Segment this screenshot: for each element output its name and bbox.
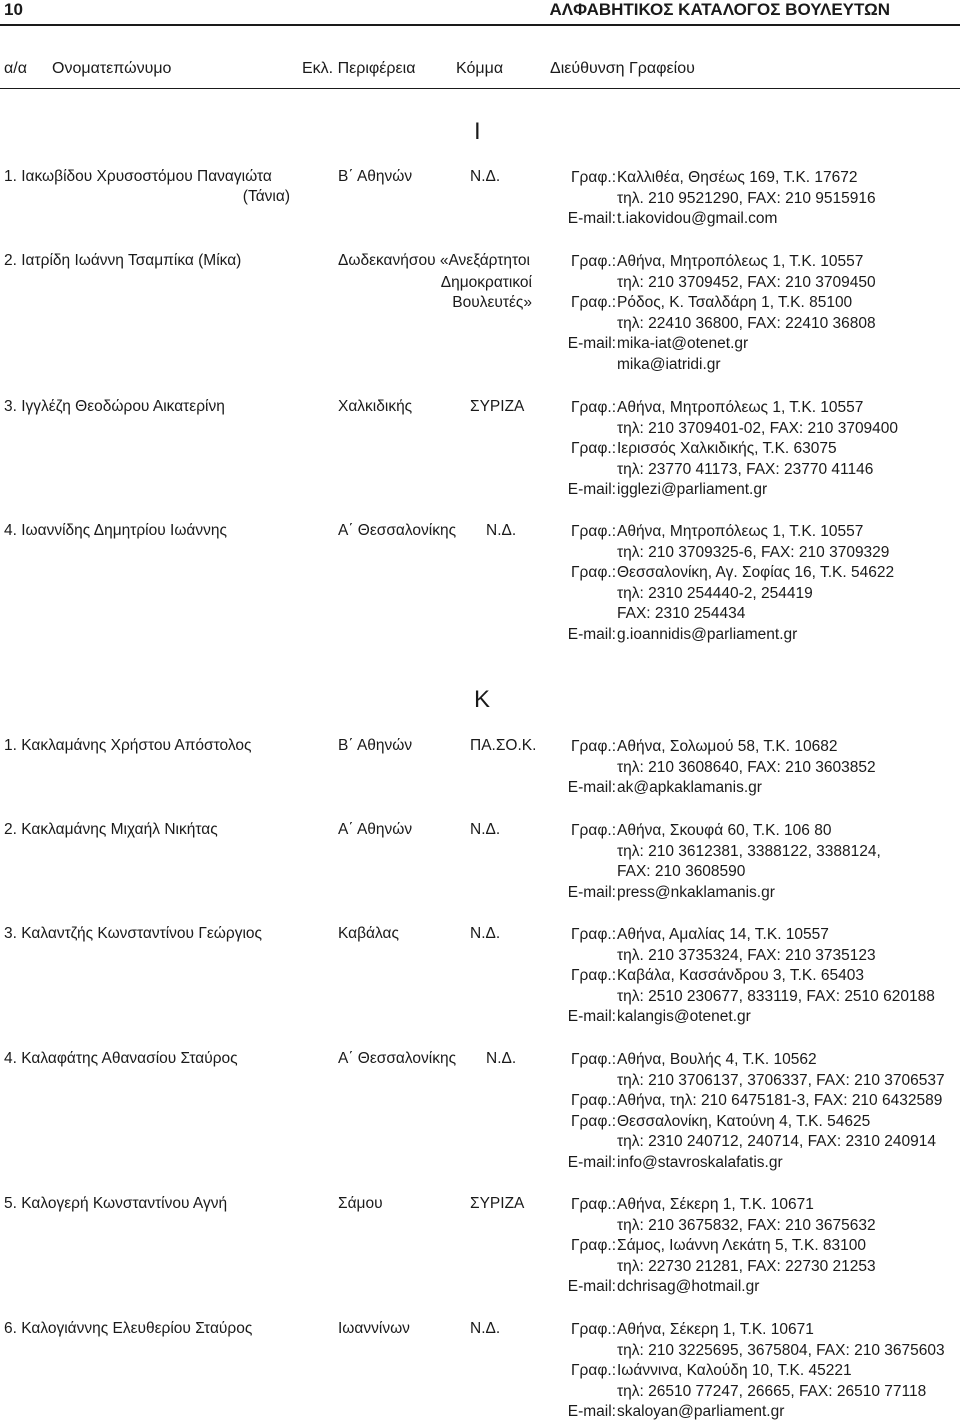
contact-line [0, 168, 960, 188]
column-header-region: Εκλ. Περιφέρεια [302, 60, 416, 77]
contact-line [0, 273, 960, 293]
contact-label: Γραφ.: [571, 1112, 616, 1130]
contact-line [0, 543, 960, 563]
contact-line [0, 439, 960, 459]
member-name: 1. Κακλαμάνης Χρήστου Απόστολος [4, 737, 252, 754]
contact-value: FAX: 210 3608590 [617, 863, 746, 881]
member-name: 3. Καλαντζής Κωνσταντίνου Γεώργιος [4, 925, 262, 942]
contact-line [0, 1091, 960, 1111]
party: Ν.Δ. [470, 821, 501, 838]
contact-label: Γραφ.: [571, 1237, 616, 1255]
contact-label: Γραφ.: [571, 564, 616, 582]
contact-label: Γραφ.: [571, 440, 616, 458]
member-name: 4. Καλαφάτης Αθανασίου Σταύρος [4, 1050, 238, 1067]
contact-value: Αθήνα, Βουλής 4, Τ.Κ. 10562 [617, 1051, 817, 1068]
contact-value: Καβάλα, Κασσάνδρου 3, Τ.Κ. 65403 [617, 967, 864, 985]
contact-line [0, 883, 960, 903]
contact-label: Γραφ.: [571, 294, 616, 312]
contact-line [0, 987, 960, 1007]
contact-value: τηλ: 210 3612381, 3388122, 3388124, [617, 842, 881, 860]
contact-line [0, 584, 960, 604]
contact-label: E-mail: [567, 626, 616, 643]
contact-label: E-mail: [567, 210, 616, 228]
contact-line [0, 480, 960, 500]
contact-label: Γραφ.: [571, 822, 616, 839]
electoral-region: Δωδεκανήσου «Ανεξάρτητοι [338, 252, 530, 269]
contact-value: igglezi@parliament.gr [617, 481, 768, 499]
contact-label: E-mail: [567, 1154, 616, 1171]
contact-value: skaloyan@parliament.gr [617, 1403, 785, 1421]
contact-line [0, 334, 960, 354]
contact-value: info@stavroskalafatis.gr [617, 1154, 783, 1171]
contact-label: Γραφ.: [571, 523, 616, 540]
contact-line [0, 252, 960, 272]
contact-line [0, 1402, 960, 1422]
electoral-region: Α΄ Αθηνών [338, 821, 413, 838]
document-title: ΑΛΦΑΒΗΤΙΚΟΣ ΚΑΤΑΛΟΓΟΣ ΒΟΥΛΕΥΤΩΝ [549, 0, 890, 19]
contact-value: τηλ: 210 3709325-6, FAX: 210 3709329 [617, 543, 890, 561]
contact-line [0, 209, 960, 229]
column-header-name: Ονοματεπώνυμο [52, 60, 172, 77]
contact-value: FAX: 2310 254434 [617, 605, 746, 623]
contact-label: E-mail: [567, 883, 616, 901]
column-header-aa: α/α [4, 60, 27, 77]
party: Ν.Δ. [486, 1050, 517, 1067]
contact-value: Αθήνα, Μητροπόλεως 1, Τ.Κ. 10557 [617, 399, 864, 416]
contact-value: τηλ: 210 3225695, 3675804, FAX: 210 3675603 [617, 1341, 945, 1359]
contact-value: τηλ: 22730 21281, FAX: 22730 21253 [617, 1257, 876, 1275]
contact-label: Γραφ.: [571, 1362, 616, 1380]
member-name: 6. Καλογιάννης Ελευθερίου Σταύρος [4, 1320, 253, 1337]
contact-label: Γραφ.: [571, 253, 616, 270]
contact-line [0, 1132, 960, 1152]
contact-value: Θεσσαλονίκη, Αγ. Σοφίας 16, Τ.Κ. 54622 [617, 564, 895, 582]
contact-value: Αθήνα, Σκουφά 60, Τ.Κ. 106 80 [617, 822, 832, 839]
contact-value: Αθήνα, Μητροπόλεως 1, Τ.Κ. 10557 [617, 253, 864, 270]
contact-line [0, 1195, 960, 1215]
contact-line [0, 1341, 960, 1361]
contact-line [0, 925, 960, 945]
contact-label: E-mail: [567, 1278, 616, 1296]
column-header-rule [0, 88, 960, 89]
electoral-region: Β΄ Αθηνών [338, 168, 413, 185]
contact-value: τηλ: 2310 240712, 240714, FAX: 2310 240914 [617, 1133, 936, 1151]
party: Ν.Δ. [486, 522, 517, 539]
contact-label: Γραφ.: [571, 169, 616, 186]
contact-line [0, 398, 960, 418]
contact-line [0, 189, 960, 209]
section-letter: Ι [474, 118, 481, 145]
contact-line [0, 1257, 960, 1277]
contact-line [0, 1153, 960, 1173]
contact-line [0, 1050, 960, 1070]
electoral-region: Ιωαννίνων [338, 1320, 410, 1337]
page-number: 10 [4, 0, 23, 19]
contact-label: E-mail: [567, 1403, 616, 1421]
contact-value: τηλ: 210 3706137, 3706337, FAX: 210 3706537 [617, 1071, 945, 1089]
contact-line [0, 604, 960, 624]
contact-value: Αθήνα, Μητροπόλεως 1, Τ.Κ. 10557 [617, 523, 864, 540]
contact-value: Καλλιθέα, Θησέως 169, Τ.Κ. 17672 [617, 169, 858, 186]
electoral-region: Σάμου [338, 1195, 383, 1212]
contact-line [0, 946, 960, 966]
contact-line [0, 522, 960, 542]
column-header-address: Διεύθυνση Γραφείου [550, 60, 695, 77]
contact-line [0, 355, 960, 375]
electoral-region: Β΄ Αθηνών [338, 737, 413, 754]
contact-label: Γραφ.: [571, 967, 616, 985]
contact-line [0, 966, 960, 986]
contact-line [0, 1071, 960, 1091]
member-name: 1. Ιακωβίδου Χρυσοστόμου Παναγιώτα [4, 168, 272, 185]
page-header [0, 0, 960, 22]
party: Ν.Δ. [470, 1320, 501, 1337]
party: ΠΑ.ΣΟ.Κ. [470, 737, 537, 754]
contact-value: τηλ: 210 3608640, FAX: 210 3603852 [617, 758, 876, 776]
contact-value: τηλ. 210 3735324, FAX: 210 3735123 [617, 946, 876, 964]
electoral-region: Χαλκιδικής [338, 398, 413, 415]
member-name: 5. Καλογερή Κωνσταντίνου Αγνή [4, 1195, 228, 1212]
contact-line [0, 1216, 960, 1236]
party: Ν.Δ. [470, 168, 501, 185]
contact-line [0, 1320, 960, 1340]
contact-label: E-mail: [567, 1008, 616, 1026]
contact-label: Γραφ.: [571, 738, 616, 755]
contact-value: Αθήνα, Σέκερη 1, Τ.Κ. 10671 [617, 1321, 814, 1338]
electoral-region: Καβάλας [338, 925, 399, 942]
contact-value: Σάμος, Ιωάννη Λεκάτη 5, Τ.Κ. 83100 [617, 1237, 867, 1255]
contact-value: Αθήνα, Αμαλίας 14, Τ.Κ. 10557 [617, 926, 829, 943]
header-rule [0, 24, 960, 26]
party: ΣΥΡΙΖΑ [470, 398, 525, 415]
member-nickname: (Τάνια) [242, 188, 290, 205]
electoral-region: Α΄ Θεσσαλονίκης [338, 1050, 457, 1067]
contact-label: Γραφ.: [571, 399, 616, 416]
contact-line [0, 862, 960, 882]
contact-line [0, 737, 960, 757]
party: Ν.Δ. [470, 925, 501, 942]
contact-line [0, 821, 960, 841]
contact-label: E-mail: [567, 481, 616, 499]
party: ΣΥΡΙΖΑ [470, 1195, 525, 1212]
contact-line [0, 625, 960, 645]
contact-line [0, 419, 960, 439]
contact-label: E-mail: [567, 335, 616, 353]
contact-value: τηλ: 2310 254440-2, 254419 [617, 584, 813, 602]
contact-line [0, 1277, 960, 1297]
contact-value: Ρόδος, Κ. Τσαλδάρη 1, Τ.Κ. 85100 [617, 294, 853, 312]
section-letter: Κ [474, 686, 491, 713]
contact-value: Θεσσαλονίκη, Κατούνη 4, Τ.Κ. 54625 [617, 1112, 871, 1130]
electoral-region-line: Βουλευτές» [452, 294, 532, 312]
member-name: 4. Ιωαννίδης Δημητρίου Ιωάννης [4, 522, 227, 539]
contact-line [0, 1112, 960, 1132]
contact-value: ak@apkaklamanis.gr [617, 779, 762, 797]
contact-value: τηλ: 23770 41173, FAX: 23770 41146 [617, 460, 874, 478]
member-name: 3. Ιγγλέζη Θεοδώρου Αικατερίνη [4, 398, 225, 415]
electoral-region: Α΄ Θεσσαλονίκης [338, 522, 457, 539]
contact-line [0, 1361, 960, 1381]
contact-value: Ιωάννινα, Καλούδη 10, Τ.Κ. 45221 [617, 1362, 852, 1380]
contact-line [0, 842, 960, 862]
contact-value: τηλ: 22410 36800, FAX: 22410 36808 [617, 314, 876, 332]
contact-label: E-mail: [567, 779, 616, 797]
contact-value: τηλ: 2510 230677, 833119, FAX: 2510 620188 [617, 987, 935, 1005]
contact-label: Γραφ.: [571, 1321, 616, 1338]
contact-value: τηλ: 210 3675832, FAX: 210 3675632 [617, 1216, 876, 1234]
contact-label: Γραφ.: [571, 1196, 616, 1213]
contact-line [0, 563, 960, 583]
contact-value: g.ioannidis@parliament.gr [617, 626, 798, 643]
contact-value: Αθήνα, τηλ: 210 6475181-3, FAX: 210 6432589 [617, 1092, 943, 1110]
contact-value: mika@iatridi.gr [617, 356, 721, 373]
contact-value: τηλ: 210 3709452, FAX: 210 3709450 [617, 273, 876, 291]
electoral-region-line: Δημοκρατικοί [440, 273, 532, 291]
column-header-party: Κόμμα [456, 60, 504, 77]
contact-value: t.iakovidou@gmail.com [617, 210, 778, 228]
contact-line [0, 758, 960, 778]
contact-value: Ιερισσός Χαλκιδικής, Τ.Κ. 63075 [617, 440, 837, 458]
contact-value: Αθήνα, Σέκερη 1, Τ.Κ. 10671 [617, 1196, 814, 1213]
contact-value: τηλ. 210 9521290, FAX: 210 9515916 [617, 189, 876, 207]
contact-line [0, 460, 960, 480]
contact-line [0, 1236, 960, 1256]
contact-value: τηλ: 26510 77247, 26665, FAX: 26510 77118 [617, 1382, 927, 1400]
contact-value: τηλ: 210 3709401-02, FAX: 210 3709400 [617, 419, 899, 437]
contact-label: Γραφ.: [571, 1092, 616, 1110]
member-name: 2. Κακλαμάνης Μιχαήλ Νικήτας [4, 821, 218, 838]
contact-line [0, 1382, 960, 1402]
contact-value: kalangis@otenet.gr [617, 1008, 751, 1026]
contact-value: Αθήνα, Σολωμού 58, Τ.Κ. 10682 [617, 738, 838, 755]
contact-value: dchrisag@hotmail.gr [617, 1278, 760, 1296]
contact-line [0, 1007, 960, 1027]
contact-line [0, 778, 960, 798]
contact-line [0, 314, 960, 334]
contact-value: press@nkaklamanis.gr [617, 883, 775, 901]
contact-label: Γραφ.: [571, 926, 616, 943]
member-name: 2. Ιατρίδη Ιωάννη Τσαμπίκα (Μίκα) [4, 252, 242, 269]
contact-label: Γραφ.: [571, 1051, 616, 1068]
contact-value: mika-iat@otenet.gr [617, 335, 749, 353]
contact-line [0, 293, 960, 313]
